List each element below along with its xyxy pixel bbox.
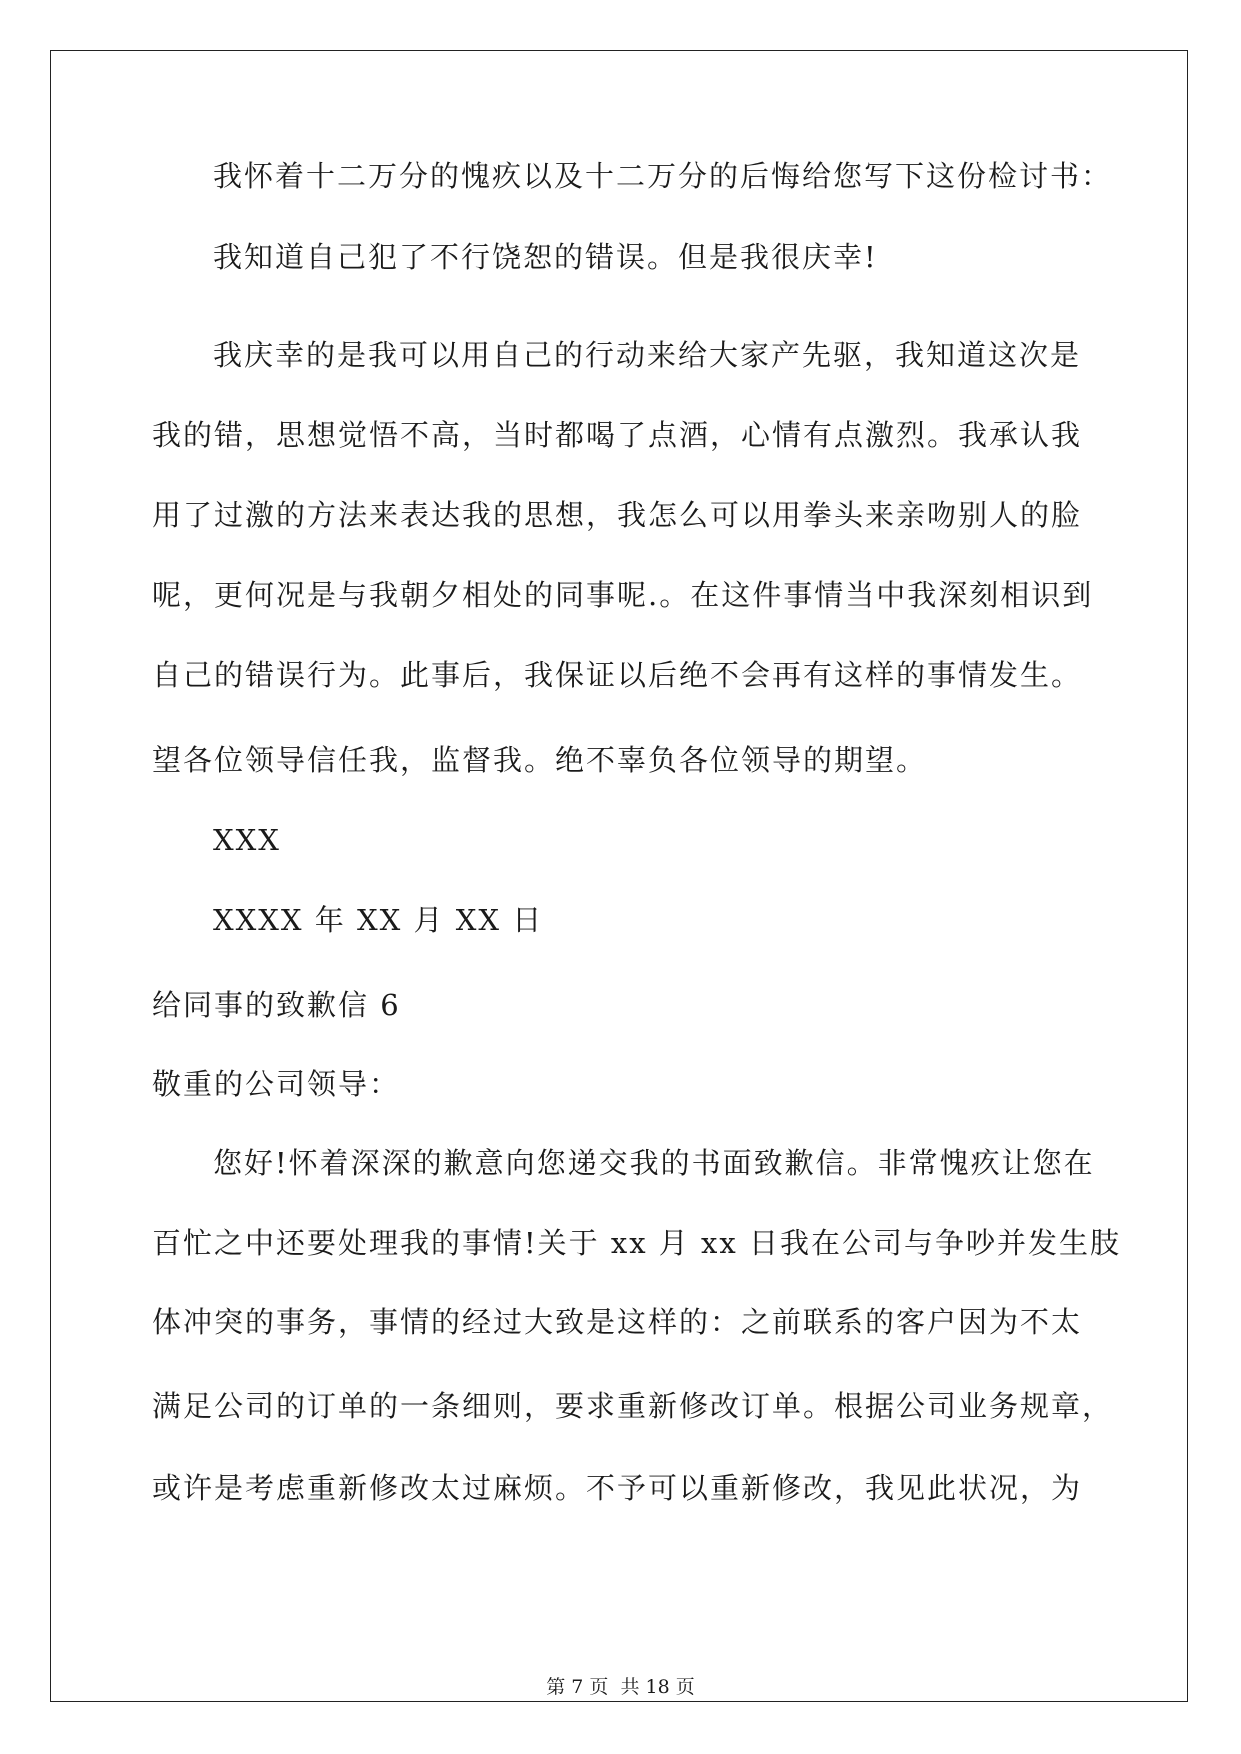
signature-date: XXXX 年 XX 月 XX 日	[213, 903, 544, 937]
paragraph-line: 我知道自己犯了不行饶恕的错误。但是我很庆幸!	[213, 240, 878, 274]
paragraph-line: 呢，更何况是与我朝夕相处的同事呢.。在这件事情当中我深刻相识到	[152, 578, 1094, 612]
page-footer	[0, 1675, 1241, 1699]
paragraph-line: 望各位领导信任我，监督我。绝不辜负各位领导的期望。	[152, 743, 928, 777]
paragraph-line: 体冲突的事务，事情的经过大致是这样的：之前联系的客户因为不太	[152, 1305, 1083, 1339]
page-total: 共 18 页	[620, 1676, 695, 1698]
paragraph-line: 我的错，思想觉悟不高，当时都喝了点酒，心情有点激烈。我承认我	[152, 418, 1083, 452]
page-number: 第 7 页	[546, 1676, 609, 1698]
paragraph-line: 我怀着十二万分的愧疚以及十二万分的后悔给您写下这份检讨书：	[213, 159, 1113, 193]
paragraph-line: 您好!怀着深深的歉意向您递交我的书面致歉信。非常愧疚让您在	[213, 1146, 1095, 1180]
paragraph-line: 百忙之中还要处理我的事情!关于 xx 月 xx 日我在公司与争吵并发生肢	[152, 1226, 1121, 1260]
paragraph-line: 我庆幸的是我可以用自己的行动来给大家产先驱，我知道这次是	[213, 338, 1082, 372]
paragraph-line: 自己的错误行为。此事后，我保证以后绝不会再有这样的事情发生。	[152, 658, 1083, 692]
paragraph-line: 用了过激的方法来表达我的思想，我怎么可以用拳头来亲吻别人的脸	[152, 498, 1083, 532]
salutation: 敬重的公司领导：	[152, 1067, 401, 1101]
paragraph-line: 或许是考虑重新修改太过麻烦。不予可以重新修改，我见此状况，为	[152, 1471, 1083, 1505]
section-title: 给同事的致歉信 6	[152, 988, 401, 1022]
page-border	[50, 50, 1188, 1702]
signature-name: XXX	[213, 823, 281, 857]
paragraph-line: 满足公司的订单的一条细则，要求重新修改订单。根据公司业务规章，	[152, 1389, 1114, 1423]
